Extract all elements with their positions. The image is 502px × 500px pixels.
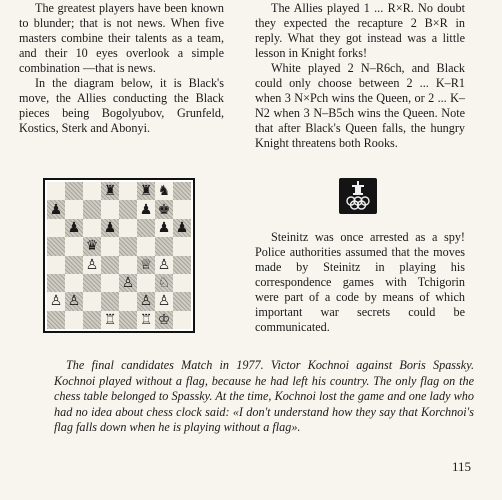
chess-piece: ♙ [157,256,171,273]
board-square [119,182,137,200]
board-square [47,256,65,274]
board-square [101,256,119,274]
board-square [137,256,155,274]
chess-piece: ♟ [175,219,189,236]
board-square [155,256,173,274]
chess-piece: ♖ [103,311,117,328]
board-square [65,256,83,274]
board-square [173,274,191,292]
board-square [101,274,119,292]
board-square [47,237,65,255]
board-square [137,292,155,310]
chess-piece: ♙ [67,293,81,310]
board-square [173,200,191,218]
board-square [155,200,173,218]
chess-piece: ♟ [157,219,171,236]
chess-piece: ♟ [103,219,117,236]
chess-piece: ♚ [157,201,171,218]
chess-piece: ♘ [157,275,171,292]
chess-piece: ♕ [139,256,153,273]
paragraph: White played 2 N–R6ch, and Black could only choose between 2 ... K–R1 when 3 N×Pch wins the Queen, or 2 ... K–N2 when 3 N–B5ch wins the Queen. Note that after Black's Queen falls, the hungry Knight threatens both Rooks. [255,61,465,150]
chess-piece: ♟ [67,219,81,236]
board-square [65,182,83,200]
board-square [137,274,155,292]
board-square [83,182,101,200]
board-square [101,200,119,218]
chess-piece: ♜ [139,183,153,200]
left-column [19,1,224,136]
board-square [47,274,65,292]
photo-caption [54,358,474,436]
board-square [119,292,137,310]
board-square [155,182,173,200]
board-square [65,237,83,255]
board-square [155,311,173,329]
board-square [119,237,137,255]
board-square [101,237,119,255]
chess-piece: ♙ [121,275,135,292]
board-square [137,200,155,218]
board-square [119,311,137,329]
board-square [119,219,137,237]
board-square [137,237,155,255]
board-square [47,200,65,218]
board-square [119,200,137,218]
board-square [155,274,173,292]
board-square [83,237,101,255]
board-square [65,219,83,237]
chess-piece: ♜ [103,183,117,200]
board-square [101,182,119,200]
board-square [47,219,65,237]
board-square [155,237,173,255]
board-square [155,219,173,237]
paragraph: In the diagram below, it is Black's move, the Allies conducting the Black pieces being Bogolyubov, Grunfeld, Kostics, Sterk and Abonyi. [19,76,224,135]
board-square [173,237,191,255]
board-square [47,292,65,310]
board-square [173,292,191,310]
board-square [173,182,191,200]
chess-piece: ♙ [139,293,153,310]
caption-text: The final candidates Match in 1977. Victor Kochnoi against Boris Spassky. Kochnoi played without a flag, because he had left his country. The only flag on the chess table belonged to Spassky. At the time, Kochnoi lost the game and one lady who had no idea about chess clock said: «I don't understand how they say that Korchnoi's flag falls down when he is playing without a flag». [54,358,474,434]
chess-board [47,182,191,329]
board-square [173,219,191,237]
board-square [101,219,119,237]
board-square [137,311,155,329]
right-column [255,1,465,151]
board-square [47,182,65,200]
board-square [65,292,83,310]
board-square [83,311,101,329]
chess-piece: ♛ [85,238,99,255]
paragraph: Steinitz was once arrested as a spy! Police authorities assumed that the moves made by Steinitz in playing his correspondence games with Tchigorin were part of a code by means of which important war secrets could be communicated. [255,230,465,334]
chess-piece: ♔ [157,311,171,328]
board-square [83,256,101,274]
paragraph: The greatest players have been known to blunder; that is not news. When five masters combine their talents as a team, and their 10 eyes overlook a simple combination —that is news. [19,1,224,75]
sidebar-anecdote [255,230,465,335]
chess-diagram [43,178,195,333]
board-square [101,311,119,329]
board-square [155,292,173,310]
paragraph: The Allies played 1 ... R×R. No doubt they expected the recapture 2 B×R in reply. What they got instead was a little lesson in Knight forks! [255,1,465,60]
board-square [137,219,155,237]
board-square [101,292,119,310]
board-square [83,200,101,218]
chess-piece: ♙ [85,256,99,273]
board-square [173,256,191,274]
board-square [65,311,83,329]
chess-piece: ♙ [49,293,63,310]
board-square [65,200,83,218]
olympiad-rings-icon [339,178,377,214]
chess-piece: ♙ [157,293,171,310]
chess-piece: ♟ [139,201,153,218]
board-square [47,311,65,329]
board-square [137,182,155,200]
board-square [83,292,101,310]
board-square [83,274,101,292]
chess-piece: ♟ [49,201,63,218]
board-square [119,274,137,292]
chess-piece: ♞ [157,183,171,200]
board-square [173,311,191,329]
chess-piece: ♖ [139,311,153,328]
page-number: 115 [452,459,472,474]
board-square [65,274,83,292]
board-square [83,219,101,237]
board-square [119,256,137,274]
